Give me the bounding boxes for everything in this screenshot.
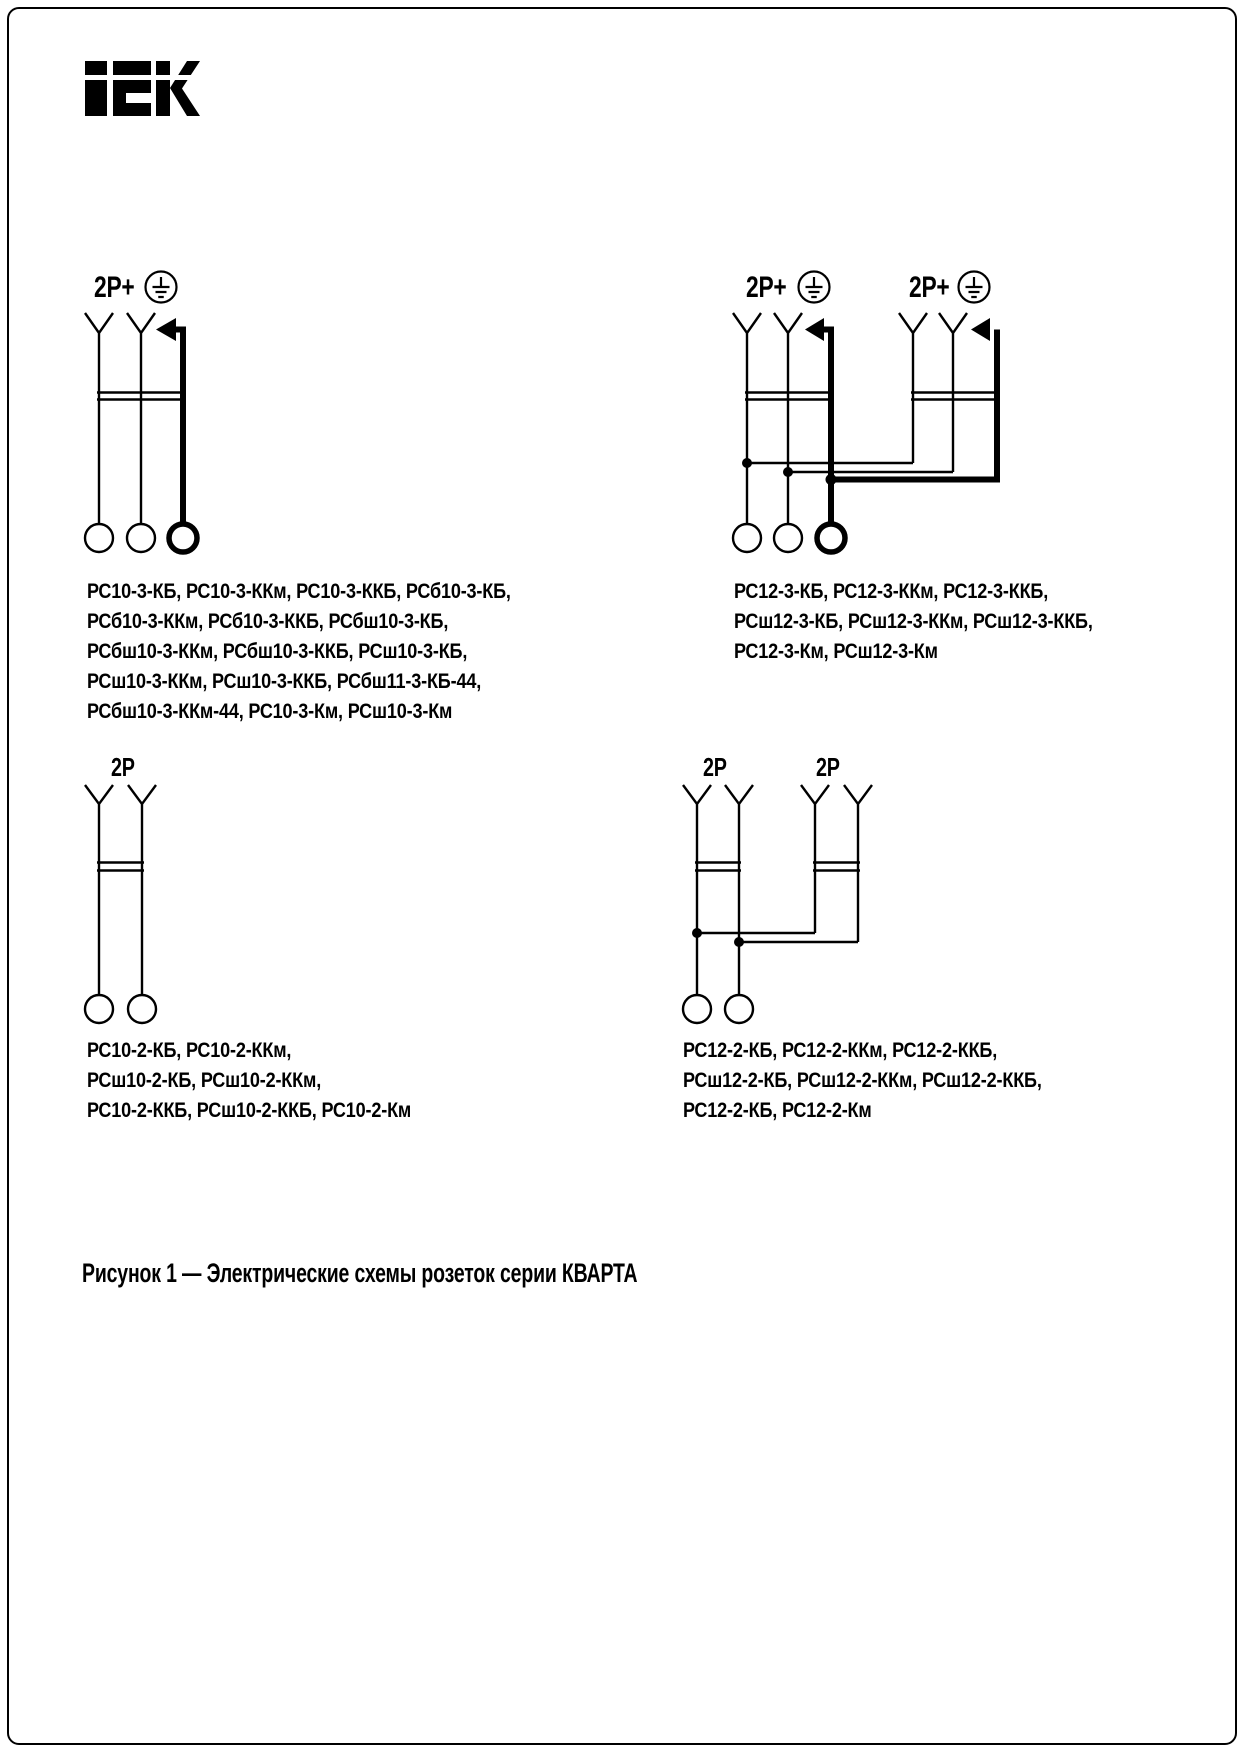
- diagram-top-left-2p-earth-single: [85, 272, 197, 553]
- earth-ground-icon: [146, 272, 177, 303]
- model-code-line: РСбш10-3-ККм-44, РС10-3-Км, РСш10-3-Км: [87, 700, 453, 723]
- model-code-line: РСбш10-3-ККм, РСбш10-3-ККБ, РСш10-3-КБ,: [87, 640, 468, 663]
- model-code-line: РСш12-3-КБ, РСш12-3-ККм, РСш12-3-ККБ,: [734, 610, 1093, 633]
- model-code-line: РС12-2-КБ, РС12-2-Км: [683, 1099, 872, 1122]
- label-2p-earth: 2P+: [746, 271, 787, 304]
- model-code-line: РС10-2-КБ, РС10-2-ККм,: [87, 1039, 292, 1062]
- earth-arrow-icon: [156, 318, 176, 341]
- label-2p-earth: 2P+: [909, 271, 950, 304]
- terminal-circle: [774, 524, 802, 552]
- model-list-bottom-left: [87, 1036, 411, 1126]
- model-list-top-right: [734, 577, 1093, 667]
- model-list-bottom-right: [683, 1036, 1042, 1126]
- label-2p: 2P: [816, 752, 840, 782]
- junction-dot: [783, 467, 793, 477]
- diagram-top-right-2p-earth-double: [733, 272, 999, 553]
- model-code-line: РС12-3-Км, РСш12-3-Км: [734, 640, 938, 663]
- label-2p: 2P: [111, 752, 135, 782]
- model-code-line: РС12-2-КБ, РС12-2-ККм, РС12-2-ККБ,: [683, 1039, 998, 1062]
- terminal-circle: [128, 995, 156, 1023]
- model-code-line: РСш10-2-КБ, РСш10-2-ККм,: [87, 1069, 322, 1092]
- diagram-bottom-left-2p-single: [85, 785, 156, 1023]
- terminal-circle: [725, 995, 753, 1023]
- earth-ground-icon: [959, 272, 990, 303]
- junction-dot: [826, 474, 837, 485]
- terminal-circle: [733, 524, 761, 552]
- terminal-circle: [85, 524, 113, 552]
- label-2p-earth: 2P+: [94, 271, 135, 304]
- label-2p: 2P: [703, 752, 727, 782]
- figure-caption: Рисунок 1 — Электрические схемы розеток серии КВАРТА: [82, 1258, 638, 1288]
- terminal-circle: [683, 995, 711, 1023]
- junction-dot: [734, 937, 744, 947]
- earth-arrow-icon: [971, 318, 990, 341]
- earth-arrow-icon: [805, 318, 824, 341]
- diagram-bottom-right-2p-double: [683, 785, 872, 1023]
- earth-conductor: [176, 330, 183, 523]
- junction-dot: [742, 458, 752, 468]
- junction-dot: [692, 928, 702, 938]
- terminal-circle: [85, 995, 113, 1023]
- model-code-line: РСш10-3-ККм, РСш10-3-ККБ, РСбш11-3-КБ-44,: [87, 670, 482, 693]
- terminal-circle: [127, 524, 155, 552]
- earth-conductor: [824, 330, 831, 523]
- model-code-line: РСш12-2-КБ, РСш12-2-ККм, РСш12-2-ККБ,: [683, 1069, 1042, 1092]
- model-code-line: РС10-3-КБ, РС10-3-ККм, РС10-3-ККБ, РСб10-3-КБ,: [87, 580, 511, 603]
- earth-terminal-circle: [817, 524, 845, 552]
- model-list-top-left: [87, 577, 511, 727]
- earth-ground-icon: [799, 272, 830, 303]
- earth-terminal-circle: [169, 524, 197, 552]
- model-code-line: РС12-3-КБ, РС12-3-ККм, РС12-3-ККБ,: [734, 580, 1049, 603]
- model-code-line: РС10-2-ККБ, РСш10-2-ККБ, РС10-2-Км: [87, 1099, 412, 1122]
- model-code-line: РСб10-3-ККм, РСб10-3-ККБ, РСбш10-3-КБ,: [87, 610, 449, 633]
